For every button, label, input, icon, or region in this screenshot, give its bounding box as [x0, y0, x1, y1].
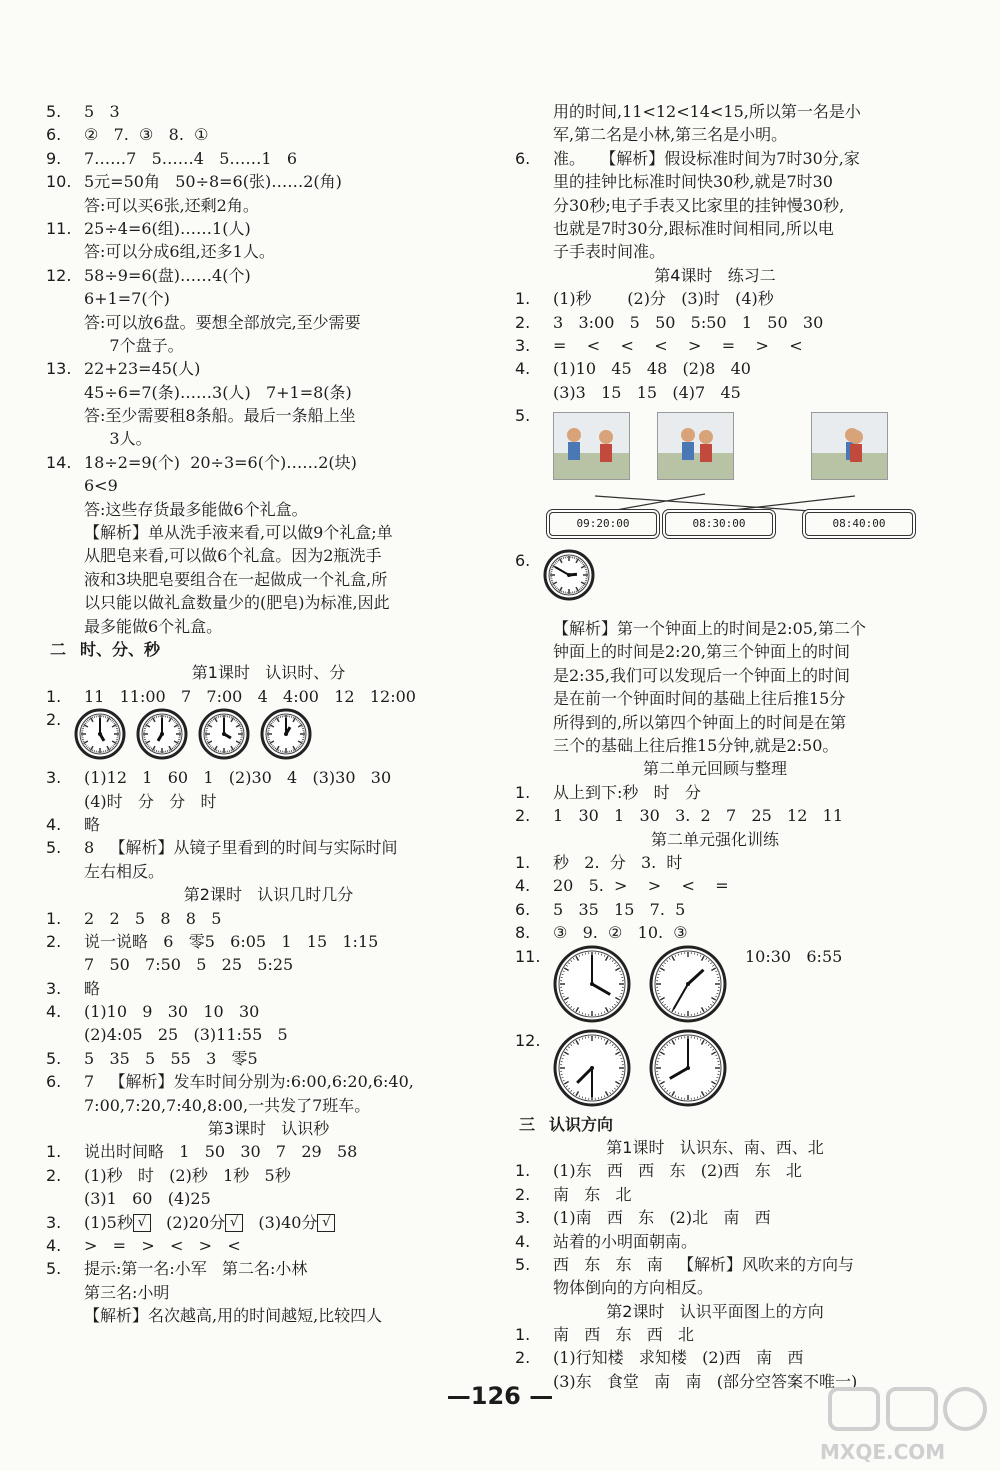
answer-line [46, 170, 491, 193]
item-text: 7个盘子。 [84, 335, 184, 355]
item-text: 最多能做6个礼盒。 [84, 616, 223, 636]
item-number: 9. [46, 148, 62, 168]
item-number: 2. [515, 312, 531, 332]
item-text: 略 [84, 814, 101, 834]
item-text: 从肥皂来看,可以做6个礼盒。因为2瓶洗手 [84, 546, 382, 566]
answer-line [46, 953, 491, 976]
item-number: 1. [515, 1325, 531, 1345]
checkbox-icon: √ [317, 1214, 335, 1232]
answer-line [46, 474, 491, 497]
item-text: 7 50 7:50 5 25 5:25 [84, 955, 294, 975]
answer-line [515, 1346, 915, 1369]
item-number: 4. [46, 1002, 62, 1022]
item-text: 58÷9=6(盘)……4(个) [84, 265, 251, 285]
answer-line [46, 194, 491, 217]
answer-line [515, 381, 915, 404]
item-text: 钟面上的时间是2:20,第三个钟面上的时间 [553, 642, 851, 662]
answer-line [46, 334, 491, 357]
answer-line [515, 1159, 915, 1182]
answer-line [46, 311, 491, 334]
item-number: 8. [515, 923, 531, 943]
answer-line [46, 1187, 491, 1210]
digital-time-box: 08:30:00 [665, 512, 773, 536]
item-number: 2. [46, 1165, 62, 1185]
answer-line [515, 1323, 915, 1346]
item-number: 1. [515, 1161, 531, 1181]
answer-line [515, 945, 915, 1029]
item-number: 5. [46, 1259, 62, 1279]
item-text: 5 3 [84, 102, 120, 121]
check-label: (2)20分 [166, 1212, 226, 1232]
digital-time-box: 08:40:00 [805, 512, 913, 536]
item-number: 1. [46, 1142, 62, 1162]
item-text: 22+23=45(人) [84, 359, 201, 379]
item-text: 说出时间略 1 50 30 7 29 58 [84, 1142, 358, 1162]
item-number: 5. [46, 102, 62, 121]
item-text: (1)秒 时 (2)秒 1秒 5秒 [84, 1165, 291, 1185]
answer-line [515, 617, 915, 640]
item-number: 6. [515, 899, 531, 919]
item-text: 第三名:小明 [84, 1282, 170, 1302]
clock-times: 10:30 6:55 [745, 946, 843, 966]
item-text: 提示:第一名:小军 第二名:小林 [84, 1259, 308, 1279]
item-text: 11 11:00 7 7:00 4 4:00 12 12:00 [84, 686, 416, 706]
item-text: ② 7. ③ 8. ① [84, 125, 209, 145]
right-column [515, 100, 915, 1393]
item-number: 4. [46, 1235, 62, 1255]
lesson-heading: 第1课时 认识东、南、西、北 [606, 1137, 824, 1157]
item-text: 7……7 5……4 5……1 6 [84, 148, 298, 168]
answer-line [46, 147, 491, 170]
item-number: 6. [46, 1072, 62, 1092]
clock-face [198, 708, 250, 766]
answer-line [46, 1281, 491, 1304]
answer-line [515, 851, 915, 874]
check-label: (1)5秒 [84, 1212, 133, 1232]
answer-line [515, 687, 915, 710]
clock-face [649, 1029, 727, 1113]
answer-line [515, 921, 915, 944]
item-number: 1. [46, 908, 62, 928]
item-number: 4. [46, 814, 62, 834]
answer-line [46, 1000, 491, 1023]
lesson-heading: 第3课时 认识秒 [207, 1119, 330, 1139]
answer-line [46, 1211, 491, 1234]
answer-line [46, 790, 491, 813]
watermark-text: MXQE.COM [820, 1440, 946, 1464]
item-number: 4. [515, 1231, 531, 1251]
item-number: 6. [515, 148, 531, 168]
item-text: 【解析】名次越高,用的时间越短,比较四人 [84, 1306, 383, 1326]
answer-line [46, 1047, 491, 1070]
item-text: 所得到的,所以第四个钟面上的时间是在第 [553, 712, 847, 732]
item-text: 南 东 北 [553, 1184, 632, 1204]
answer-line [46, 287, 491, 310]
item-text: 从上到下:秒 时 分 [553, 782, 701, 802]
clock-face [553, 945, 631, 1029]
answer-line [515, 898, 915, 921]
answer-line [46, 615, 491, 638]
item-text: 军,第二名是小林,第三名是小明。 [553, 125, 788, 145]
item-text: 物体倒向的方向相反。 [553, 1278, 714, 1298]
item-text: 分30秒;电子手表又比家里的挂钟慢30秒, [553, 195, 845, 215]
item-number: 6. [46, 125, 62, 145]
answer-line [46, 1257, 491, 1280]
item-text: 说一说略 6 零5 6:05 1 15 1:15 [84, 931, 379, 951]
checkbox-icon: √ [225, 1214, 243, 1232]
item-text: 8 【解析】从镜子里看到的时间与实际时间 [84, 838, 398, 858]
item-number: 12. [515, 1030, 541, 1050]
answer-line [46, 404, 491, 427]
answer-line [46, 427, 491, 450]
answer-line [515, 640, 915, 663]
answer-line [515, 1230, 915, 1253]
item-text: (1)行知楼 求知楼 (2)西 南 西 [553, 1348, 804, 1368]
item-number: 3. [46, 1212, 62, 1232]
item-text: 5 35 5 55 3 零5 [84, 1048, 258, 1068]
item-text: (1)南 西 东 (2)北 南 西 [553, 1208, 771, 1228]
item-text: (4)时 分 分 时 [84, 791, 217, 811]
item-text: 7:00,7:20,7:40,8:00,一共发了7班车。 [84, 1095, 371, 1115]
answer-line [46, 217, 491, 240]
item-text: 站着的小明面朝南。 [553, 1231, 698, 1251]
left-column [46, 100, 491, 1328]
answer-line [46, 860, 491, 883]
answer-line [515, 194, 915, 217]
clock-face [649, 945, 727, 1029]
answer-line [515, 217, 915, 240]
item-number: 2. [46, 710, 62, 730]
lesson-heading: 第1课时 认识时、分 [191, 663, 346, 683]
unit-heading [46, 638, 491, 661]
item-text: 6<9 [84, 476, 118, 496]
item-text: = < < < > = > < [553, 335, 803, 355]
item-text: 秒 2. 分 3. 时 [553, 852, 683, 872]
digital-time-box: 09:20:00 [549, 512, 657, 536]
lesson-heading: 第二单元强化训练 [650, 829, 779, 849]
check-answers [84, 1211, 335, 1234]
answer-line [46, 813, 491, 836]
item-number: 6. [515, 551, 531, 571]
item-number: 5. [515, 1254, 531, 1274]
answer-line [515, 100, 915, 123]
answer-line [515, 664, 915, 687]
unit-heading [515, 1113, 915, 1136]
lesson-heading: 第2课时 认识几时几分 [183, 885, 354, 905]
answer-line [515, 1183, 915, 1206]
answer-line [46, 381, 491, 404]
answer-line [46, 521, 491, 544]
item-text: ③ 9. ② 10. ③ [553, 923, 688, 943]
answer-line [515, 287, 915, 310]
item-number: 1. [46, 686, 62, 706]
item-number: 4. [515, 876, 531, 896]
answer-line [46, 568, 491, 591]
answer-line [46, 766, 491, 789]
lesson-heading: 第二单元回顾与整理 [642, 759, 787, 779]
item-text: 是2:35,我们可以发现后一个钟面上的时间 [553, 665, 851, 685]
item-text: 2 2 5 8 8 5 [84, 908, 222, 928]
item-number: 1. [515, 782, 531, 802]
item-text: (2)4:05 25 (3)11:55 5 [84, 1025, 288, 1045]
item-number: 14. [46, 452, 72, 472]
item-text: 答:可以买6张,还剩2角。 [84, 195, 259, 215]
item-text: 【解析】单从洗手液来看,可以做9个礼盒;单 [84, 523, 393, 543]
answer-line [46, 1140, 491, 1163]
answer-line [515, 240, 915, 263]
item-text: > = > < > < [84, 1235, 241, 1255]
clock-face [74, 708, 126, 766]
clock-face [553, 1029, 631, 1113]
item-text: (1)秒 (2)分 (3)时 (4)秒 [553, 289, 774, 309]
item-number: 2. [515, 1348, 531, 1368]
answer-line [46, 836, 491, 859]
answer-line [46, 544, 491, 567]
item-text: 用的时间,11<12<14<15,所以第一名是小 [553, 102, 861, 121]
unit-number: 二 [50, 639, 67, 659]
answer-line [515, 123, 915, 146]
item-text: 三个的基础上往后推15分钟,就是2:50。 [553, 736, 839, 756]
item-number: 3. [46, 978, 62, 998]
answer-line [46, 1234, 491, 1257]
answer-line [46, 1070, 491, 1093]
answer-line [46, 591, 491, 614]
item-text: 3人。 [84, 429, 152, 449]
answer-line [515, 781, 915, 804]
check-label: (3)40分 [258, 1212, 318, 1232]
item-text: 7 【解析】发车时间分别为:6:00,6:20,6:40, [84, 1072, 414, 1092]
answer-line [46, 100, 491, 123]
item-text: (1)东 西 西 东 (2)西 东 北 [553, 1161, 802, 1181]
answer-line [515, 804, 915, 827]
answer-line [515, 874, 915, 897]
checkbox-icon: √ [133, 1214, 151, 1232]
answer-line [46, 1164, 491, 1187]
item-text: (3)东 食堂 南 南 (部分空答案不唯一) [553, 1371, 858, 1391]
item-text: 南 西 东 西 北 [553, 1325, 695, 1345]
answer-line [46, 264, 491, 287]
item-number: 3. [46, 768, 62, 788]
answer-line [515, 1276, 915, 1299]
item-number: 13. [46, 359, 72, 379]
item-text: (1)12 1 60 1 (2)30 4 (3)30 30 [84, 768, 392, 788]
item-text: 是在前一个钟面时间的基础上往后推15分 [553, 689, 846, 709]
unit-title: 时、分、秒 [80, 639, 161, 659]
answer-line [46, 1094, 491, 1117]
answer-line [46, 685, 491, 708]
answer-line [515, 711, 915, 734]
item-text: 25÷4=6(组)……1(人) [84, 218, 251, 238]
item-number: 10. [46, 172, 72, 192]
answer-line [515, 311, 915, 334]
answer-line [46, 498, 491, 521]
item-text: (1)10 9 30 10 30 [84, 1002, 260, 1022]
answer-line [46, 907, 491, 930]
answer-line [515, 734, 915, 757]
item-text: 以只能以做礼盒数量少的(肥皂)为标准,因此 [84, 593, 390, 613]
answer-line [46, 357, 491, 380]
item-text: 里的挂钟比标准时间快30秒,就是7时30 [553, 172, 833, 192]
item-text: 子手表时间准。 [553, 242, 666, 262]
unit-title: 认识方向 [549, 1114, 614, 1134]
item-text: 答:可以分成6组,还多1人。 [84, 242, 275, 262]
item-text: 45÷6=7(条)……3(人) 7+1=8(条) [84, 382, 352, 402]
item-text: 液和3块肥皂要组合在一起做成一个礼盒,所 [84, 569, 388, 589]
item-text: 6+1=7(个) [84, 289, 170, 309]
answer-line [515, 170, 915, 193]
answer-line [46, 930, 491, 953]
item-text: 左右相反。 [84, 861, 165, 881]
item-text: 5元=50角 50÷8=6(张)……2(角) [84, 172, 342, 192]
answer-line [46, 123, 491, 146]
item-number: 1. [515, 852, 531, 872]
item-text: 答:可以放6盘。要想全部放完,至少需要 [84, 312, 361, 332]
item-number: 5. [46, 1048, 62, 1068]
item-text: 20 5. > > < = [553, 876, 729, 896]
item-text: 5 35 15 7. 5 [553, 899, 686, 919]
item-number: 3. [515, 335, 531, 355]
answer-line [46, 977, 491, 1000]
answer-line [515, 357, 915, 380]
item-text: (1)10 45 48 (2)8 40 [553, 359, 751, 379]
item-text: 3 3:00 5 50 5:50 1 50 30 [553, 312, 824, 332]
answer-line [46, 240, 491, 263]
item-text: (3)1 60 (4)25 [84, 1189, 211, 1209]
item-number: 2. [46, 931, 62, 951]
item-number: 11. [46, 218, 72, 238]
answer-line [46, 1023, 491, 1046]
lesson-heading: 第2课时 认识平面图上的方向 [606, 1301, 824, 1321]
item-number: 5. [515, 406, 531, 426]
item-number: 2. [515, 1184, 531, 1204]
item-text: (3)3 15 15 (4)7 45 [553, 382, 741, 402]
item-text: 18÷2=9(个) 20÷3=6(个)……2(块) [84, 452, 357, 472]
item-text: 1 30 1 30 3. 2 7 25 12 11 [553, 806, 844, 826]
item-number: 5. [46, 838, 62, 858]
item-text: 答:这些存货最多能做6个礼盒。 [84, 499, 308, 519]
watermark-logo [800, 1385, 995, 1465]
item-number: 4. [515, 359, 531, 379]
answer-line [515, 147, 915, 170]
answer-line [515, 334, 915, 357]
unit-number: 三 [519, 1114, 536, 1134]
clock-face [136, 708, 188, 766]
lesson-heading: 第4课时 练习二 [654, 265, 776, 285]
item-text: 【解析】第一个钟面上的时间是2:05,第二个 [553, 619, 867, 639]
answer-line [515, 1029, 915, 1113]
item-text: 也就是7时30分,跟标准时间相同,所以电 [553, 218, 834, 238]
item-text: 准。 【解析】假设标准时间为7时30分,家 [553, 148, 860, 168]
item-text: 答:至少需要租8条船。最后一条船上坐 [84, 406, 356, 426]
clock-face [543, 549, 595, 607]
item-number: 3. [515, 1208, 531, 1228]
clock-face [260, 708, 312, 766]
item-text: 略 [84, 978, 101, 998]
item-number: 12. [46, 265, 72, 285]
answer-line [46, 708, 491, 766]
answer-line [46, 451, 491, 474]
answer-line [46, 1304, 491, 1327]
answer-line [515, 1206, 915, 1229]
item-number: 2. [515, 806, 531, 826]
answer-line [515, 549, 915, 617]
answer-line [515, 1253, 915, 1276]
page-number: —126 — [446, 1382, 554, 1410]
item-number: 11. [515, 946, 541, 966]
item-number: 1. [515, 289, 531, 309]
answer-line [515, 404, 915, 549]
item-text: 西 东 东 南 【解析】风吹来的方向与 [553, 1254, 855, 1274]
